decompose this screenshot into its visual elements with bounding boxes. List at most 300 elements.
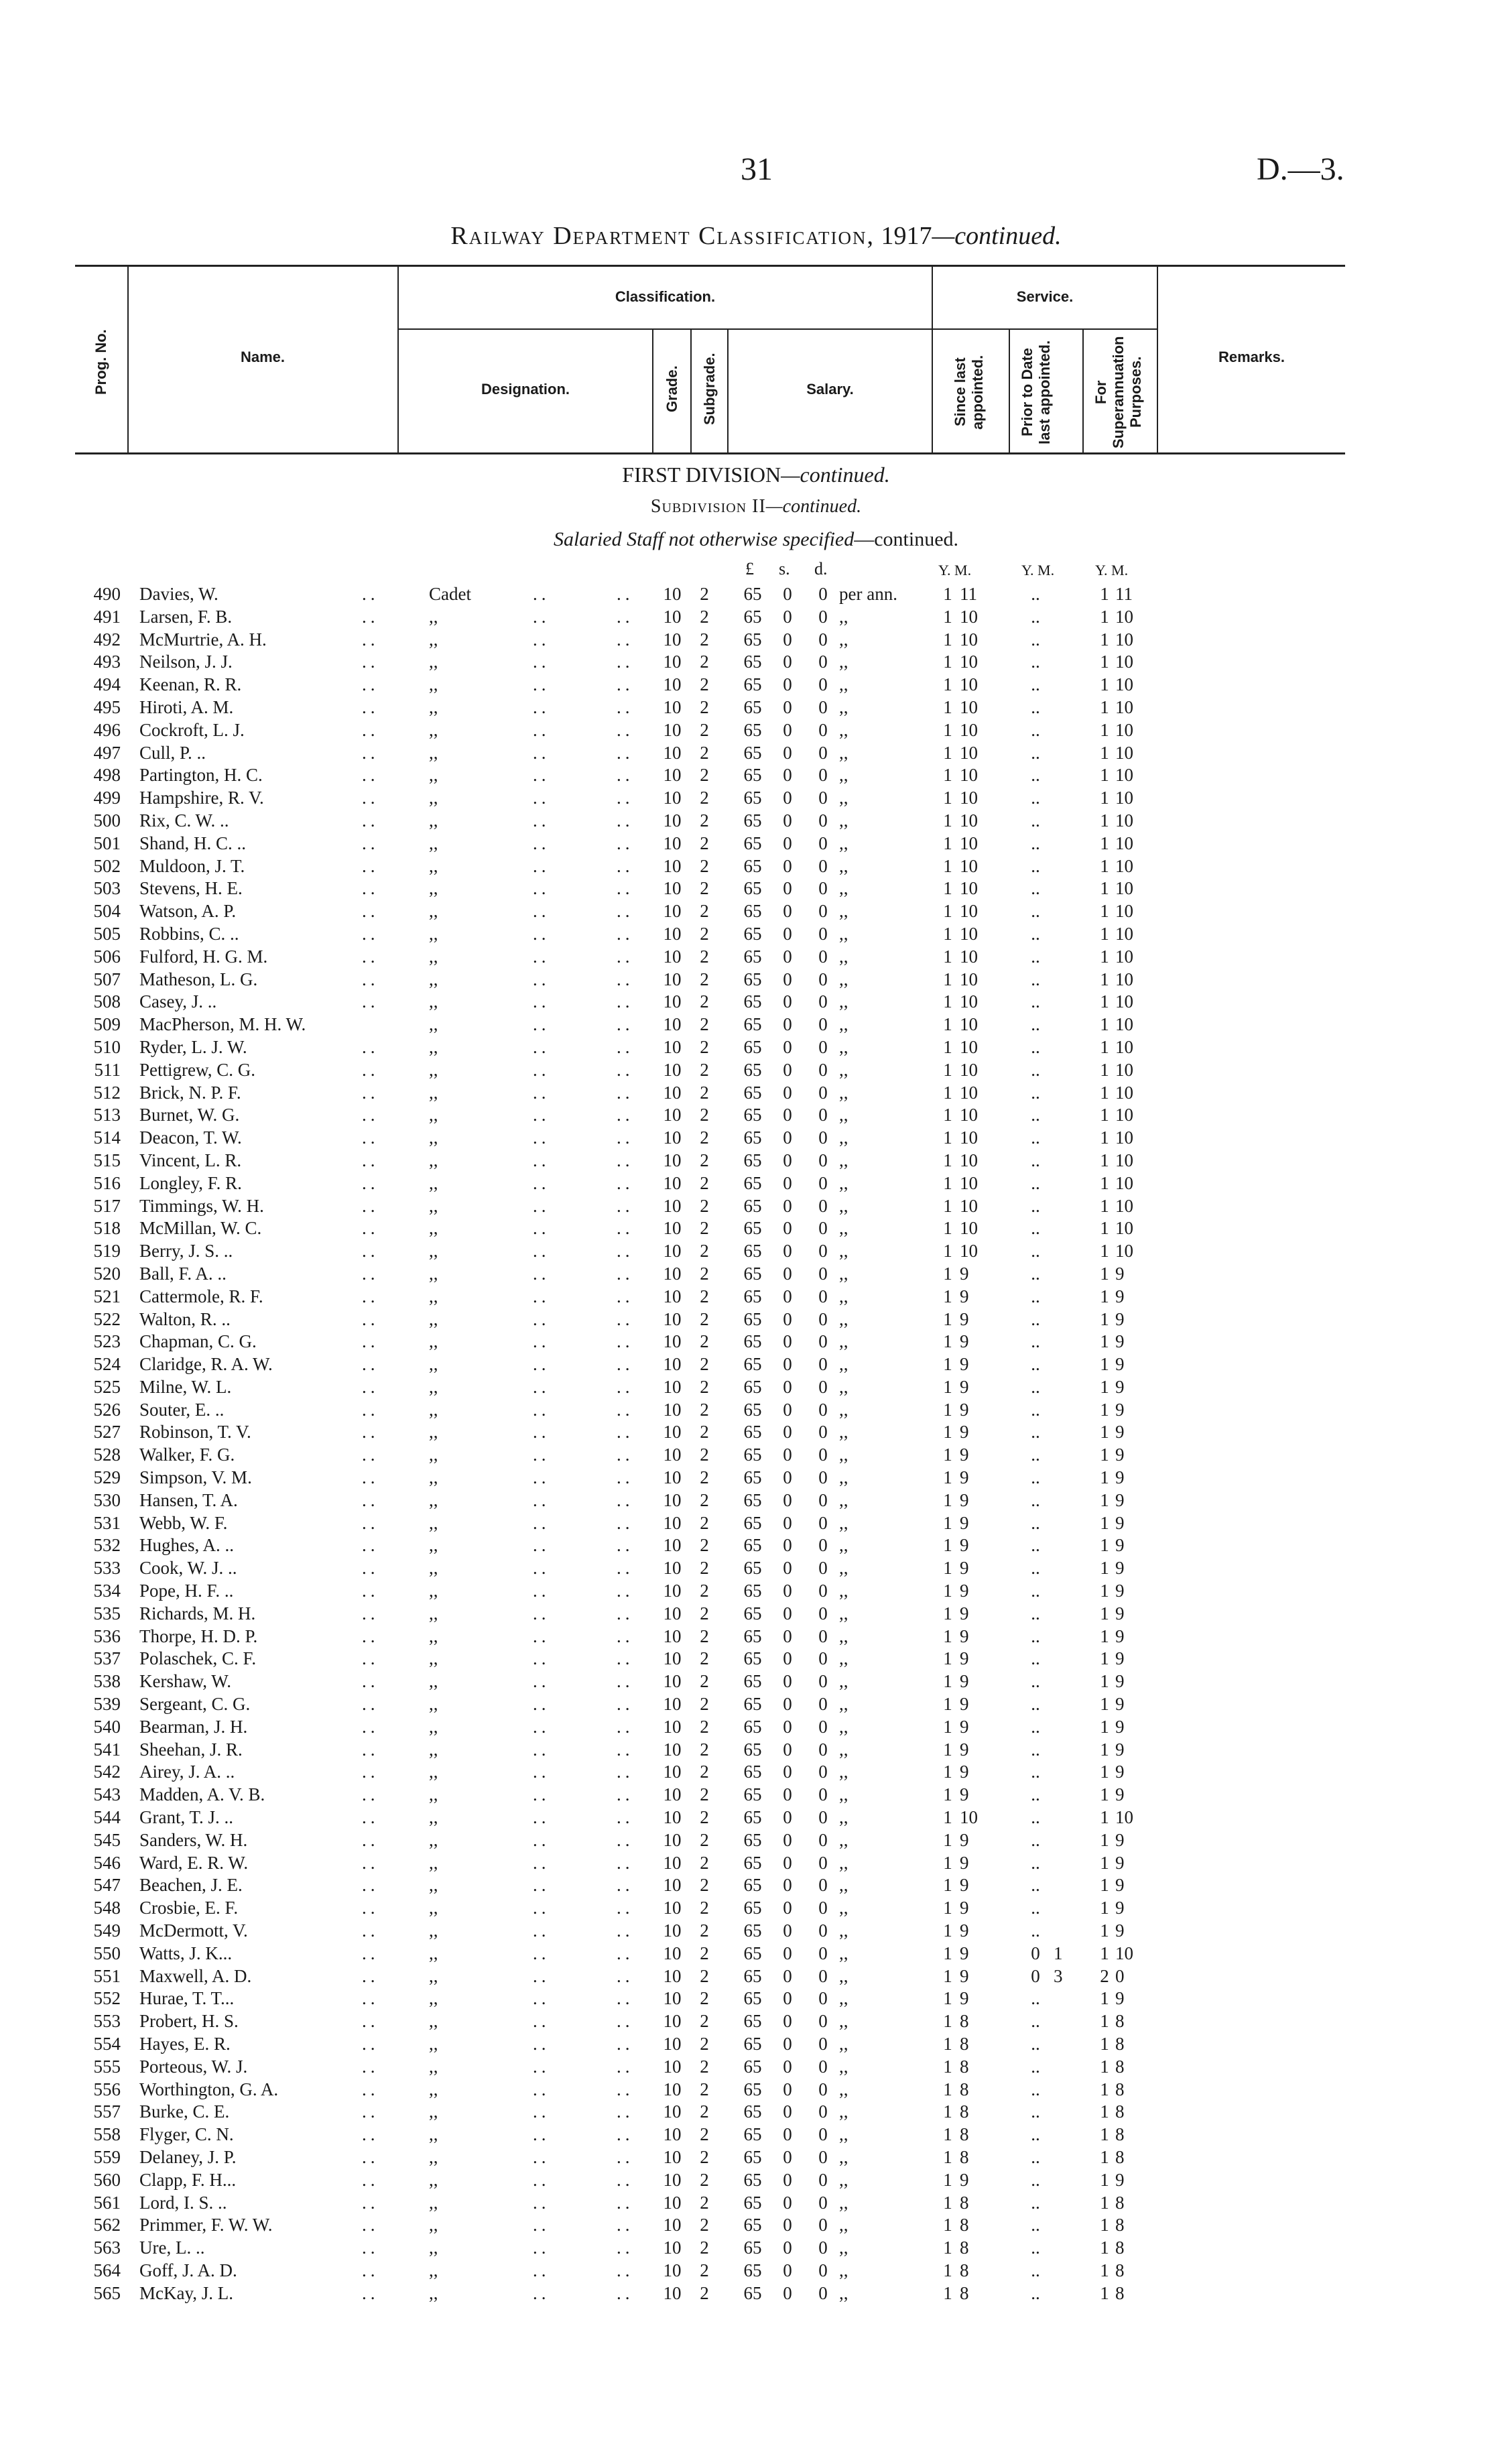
- prior-years-cell: ..: [1031, 1648, 1040, 1669]
- prior-years-cell: ..: [1031, 2237, 1040, 2258]
- leader-dots: ..: [362, 1535, 379, 1556]
- designation-cell: ,,: [429, 696, 438, 717]
- leader-dots: ..: [362, 946, 379, 967]
- prog-no-cell: 508: [93, 991, 121, 1012]
- salary-pounds-cell: 65: [743, 719, 762, 740]
- leader-dots: ..: [617, 1784, 634, 1805]
- table-row: [0, 2192, 1512, 2215]
- prior-years-cell: ..: [1031, 1218, 1040, 1239]
- leader-dots: ..: [362, 1716, 379, 1737]
- since-last-years-cell: 1: [943, 1943, 952, 1963]
- page-number: 31: [741, 151, 773, 187]
- prior-years-cell: ..: [1031, 2101, 1040, 2122]
- leader-dots: ..: [362, 1308, 379, 1329]
- grade-cell: 10: [663, 1308, 682, 1329]
- leader-dots: ..: [533, 946, 550, 967]
- grade-cell: 10: [663, 1625, 682, 1646]
- leader-dots: ..: [533, 2056, 550, 2077]
- salary-shillings-cell: 0: [783, 788, 792, 808]
- grade-cell: 10: [663, 1762, 682, 1782]
- salary-pence-cell: 0: [818, 1399, 828, 1420]
- since-last-months-cell: 10: [960, 855, 978, 876]
- superannuation-years-cell: 1: [1100, 1988, 1109, 2009]
- leader-dots: ..: [617, 765, 634, 786]
- prog-no-cell: 537: [93, 1648, 121, 1669]
- salary-pence-cell: 0: [818, 2146, 828, 2167]
- leader-dots: ..: [617, 1852, 634, 1873]
- table-row: [0, 1670, 1512, 1693]
- subgrade-cell: 2: [700, 1920, 709, 1941]
- salary-pence-cell: 0: [818, 1716, 828, 1737]
- since-last-months-cell: 8: [960, 2056, 969, 2077]
- since-last-months-cell: 10: [960, 674, 978, 695]
- salary-pence-cell: 0: [818, 1331, 828, 1352]
- since-last-years-cell: 1: [943, 1762, 952, 1782]
- table-row: [0, 1580, 1512, 1603]
- prior-years-cell: ..: [1031, 1263, 1040, 1284]
- superannuation-years-cell: 1: [1100, 765, 1109, 786]
- since-last-years-cell: 1: [943, 1263, 952, 1284]
- prog-no-cell: 540: [93, 1716, 121, 1737]
- subgrade-cell: 2: [700, 901, 709, 922]
- salary-period-cell: ,,: [839, 810, 848, 831]
- document-code: D.—3.: [1257, 151, 1344, 187]
- table-row: [0, 696, 1512, 719]
- grade-cell: 10: [663, 901, 682, 922]
- designation-cell: ,,: [429, 2146, 438, 2167]
- prior-years-cell: ..: [1031, 1286, 1040, 1306]
- prog-no-cell: 532: [93, 1535, 121, 1556]
- prog-no-cell: 558: [93, 2124, 121, 2145]
- subgrade-cell: 2: [700, 629, 709, 650]
- since-last-months-cell: 9: [960, 1445, 969, 1465]
- name-cell: Madden, A. V. B.: [139, 1784, 265, 1805]
- prior-years-cell: ..: [1031, 1150, 1040, 1170]
- subgrade-header: Subgrade.: [701, 353, 718, 425]
- since-last-months-cell: 9: [960, 1988, 969, 2009]
- salary-period-cell: ,,: [839, 1467, 848, 1488]
- salary-period-cell: ,,: [839, 1875, 848, 1896]
- name-cell: McMurtrie, A. H.: [139, 629, 267, 650]
- subgrade-cell: 2: [700, 1263, 709, 1284]
- salary-shillings-cell: 0: [783, 1331, 792, 1352]
- name-cell: Maxwell, A. D.: [139, 1965, 252, 1986]
- since-last-months-cell: 9: [960, 1648, 969, 1669]
- name-cell: Berry, J. S. ..: [139, 1241, 233, 1262]
- superannuation-years-cell: 1: [1100, 1059, 1109, 1080]
- subgrade-cell: 2: [700, 1308, 709, 1329]
- leader-dots: ..: [362, 1241, 379, 1262]
- prior-years-cell: ..: [1031, 901, 1040, 922]
- prog-no-cell: 504: [93, 901, 121, 922]
- prog-no-cell: 552: [93, 1988, 121, 2009]
- title-year: 1917: [881, 222, 932, 250]
- designation-cell: ,,: [429, 674, 438, 695]
- designation-cell: ,,: [429, 1172, 438, 1193]
- name-cell: McKay, J. L.: [139, 2282, 233, 2303]
- superannuation-years-cell: 1: [1100, 1445, 1109, 1465]
- prior-years-cell: ..: [1031, 584, 1040, 604]
- salary-pounds-cell: 65: [743, 1581, 762, 1601]
- salary-period-cell: ,,: [839, 2237, 848, 2258]
- leader-dots: ..: [617, 1376, 634, 1397]
- prior-years-cell: ..: [1031, 1127, 1040, 1148]
- prog-no-cell: 550: [93, 1943, 121, 1963]
- designation-cell: ,,: [429, 1036, 438, 1057]
- table-row: [0, 1784, 1512, 1806]
- designation-cell: ,,: [429, 923, 438, 944]
- name-cell: Deacon, T. W.: [139, 1127, 242, 1148]
- shilling-label: s.: [779, 559, 790, 578]
- salary-pounds-cell: 65: [743, 1875, 762, 1896]
- prior-years-cell: ..: [1031, 2260, 1040, 2280]
- leader-dots: ..: [617, 1920, 634, 1941]
- salary-pounds-cell: 65: [743, 742, 762, 763]
- grade-cell: 10: [663, 1467, 682, 1488]
- salary-shillings-cell: 0: [783, 742, 792, 763]
- since-last-years-cell: 1: [943, 719, 952, 740]
- superannuation-months-cell: 8: [1115, 2124, 1125, 2145]
- salary-pounds-cell: 65: [743, 1467, 762, 1488]
- since-last-months-cell: 9: [960, 1354, 969, 1375]
- table-row: [0, 2237, 1512, 2260]
- prog-no-cell: 524: [93, 1354, 121, 1375]
- name-cell: Matheson, L. G.: [139, 969, 258, 989]
- leader-dots: ..: [617, 1241, 634, 1262]
- designation-cell: ,,: [429, 1105, 438, 1125]
- prog-no-cell: 559: [93, 2146, 121, 2167]
- grade-cell: 10: [663, 1218, 682, 1239]
- salary-period-cell: ,,: [839, 1784, 848, 1805]
- superannuation-years-cell: 1: [1100, 1829, 1109, 1850]
- superannuation-months-cell: 8: [1115, 2101, 1125, 2122]
- name-cell: Worthington, G. A.: [139, 2079, 279, 2099]
- leader-dots: ..: [617, 1625, 634, 1646]
- prog-no-cell: 549: [93, 1920, 121, 1941]
- since-last-months-cell: 9: [960, 1943, 969, 1963]
- subgrade-cell: 2: [700, 855, 709, 876]
- designation-cell: ,,: [429, 855, 438, 876]
- superannuation-years-cell: 1: [1100, 1512, 1109, 1533]
- grade-cell: 10: [663, 1965, 682, 1986]
- designation-cell: ,,: [429, 1807, 438, 1828]
- since-last-months-cell: 9: [960, 1875, 969, 1896]
- grade-cell: 10: [663, 1150, 682, 1170]
- salary-period-cell: ,,: [839, 1829, 848, 1850]
- table-row: [0, 1399, 1512, 1422]
- grade-cell: 10: [663, 1512, 682, 1533]
- leader-dots: ..: [533, 1852, 550, 1873]
- salary-pence-cell: 0: [818, 1127, 828, 1148]
- salary-period-cell: ,,: [839, 1036, 848, 1057]
- superannuation-years-cell: 1: [1100, 991, 1109, 1012]
- salary-pounds-cell: 65: [743, 652, 762, 672]
- subgrade-cell: 2: [700, 1739, 709, 1760]
- superannuation-months-cell: 9: [1115, 1263, 1125, 1284]
- superannuation-months-cell: 10: [1115, 629, 1133, 650]
- leader-dots: ..: [533, 1625, 550, 1646]
- prog-no-cell: 538: [93, 1671, 121, 1692]
- subgrade-cell: 2: [700, 2146, 709, 2167]
- leader-dots: ..: [533, 1422, 550, 1443]
- table-row: [0, 923, 1512, 946]
- salary-shillings-cell: 0: [783, 833, 792, 853]
- leader-dots: ..: [362, 991, 379, 1012]
- leader-dots: ..: [617, 2079, 634, 2099]
- salary-pounds-cell: 65: [743, 1739, 762, 1760]
- salary-pounds-cell: 65: [743, 1331, 762, 1352]
- subgrade-cell: 2: [700, 742, 709, 763]
- salary-shillings-cell: 0: [783, 1172, 792, 1193]
- name-cell: Brick, N. P. F.: [139, 1082, 241, 1103]
- since-last-months-cell: 8: [960, 2034, 969, 2054]
- prog-no-cell: 554: [93, 2034, 121, 2054]
- subgrade-cell: 2: [700, 878, 709, 899]
- since-last-months-cell: 9: [960, 1308, 969, 1329]
- since-last-years-cell: 1: [943, 1445, 952, 1465]
- table-row: [0, 1693, 1512, 1716]
- leader-dots: ..: [362, 1581, 379, 1601]
- leader-dots: ..: [362, 2169, 379, 2190]
- leader-dots: ..: [533, 696, 550, 717]
- designation-cell: ,,: [429, 946, 438, 967]
- prog-no-cell: 560: [93, 2169, 121, 2190]
- name-cell: Sergeant, C. G.: [139, 1694, 251, 1715]
- prior-years-cell: ..: [1031, 696, 1040, 717]
- salary-pence-cell: 0: [818, 719, 828, 740]
- leader-dots: ..: [533, 855, 550, 876]
- salary-period-cell: ,,: [839, 1195, 848, 1216]
- table-row: [0, 1943, 1512, 1965]
- superannuation-months-cell: 10: [1115, 833, 1133, 853]
- leader-dots: ..: [533, 652, 550, 672]
- leader-dots: ..: [617, 2101, 634, 2122]
- grade-cell: 10: [663, 1445, 682, 1465]
- designation-cell: ,,: [429, 1875, 438, 1896]
- name-cell: Watts, J. K...: [139, 1943, 233, 1963]
- since-last-months-cell: 10: [960, 1172, 978, 1193]
- leader-dots: ..: [617, 2282, 634, 2303]
- leader-dots: ..: [362, 1694, 379, 1715]
- table-row: [0, 1739, 1512, 1762]
- leader-dots: ..: [362, 901, 379, 922]
- leader-dots: ..: [617, 788, 634, 808]
- leader-dots: ..: [533, 1535, 550, 1556]
- subdivision-title: Subdivision II: [650, 496, 766, 517]
- leader-dots: ..: [533, 1603, 550, 1623]
- table-row: [0, 1421, 1512, 1444]
- prog-no-cell: 497: [93, 742, 121, 763]
- salary-pounds-cell: 65: [743, 1943, 762, 1963]
- leader-dots: ..: [617, 652, 634, 672]
- designation-cell: ,,: [429, 1014, 438, 1035]
- grade-cell: 10: [663, 1943, 682, 1963]
- grade-cell: 10: [663, 1875, 682, 1896]
- designation-cell: ,,: [429, 991, 438, 1012]
- salary-period-cell: ,,: [839, 833, 848, 853]
- superannuation-years-cell: 1: [1100, 1376, 1109, 1397]
- leader-dots: ..: [362, 1875, 379, 1896]
- since-last-months-cell: 10: [960, 652, 978, 672]
- grade-cell: 10: [663, 1082, 682, 1103]
- salary-shillings-cell: 0: [783, 855, 792, 876]
- name-cell: Airey, J. A. ..: [139, 1762, 235, 1782]
- salary-period-cell: ,,: [839, 742, 848, 763]
- leader-dots: ..: [617, 1694, 634, 1715]
- division-suffix: —continued.: [781, 463, 890, 487]
- name-cell: Vincent, L. R.: [139, 1150, 242, 1170]
- salary-pence-cell: 0: [818, 1807, 828, 1828]
- table-row: [0, 833, 1512, 855]
- prog-no-cell: 520: [93, 1263, 121, 1284]
- name-cell: Grant, T. J. ..: [139, 1807, 233, 1828]
- leader-dots: ..: [533, 742, 550, 763]
- grade-cell: 10: [663, 1739, 682, 1760]
- prog-no-cell: 495: [93, 696, 121, 717]
- salary-period-cell: ,,: [839, 719, 848, 740]
- salary-period-cell: ,,: [839, 2011, 848, 2032]
- subgrade-cell: 2: [700, 1059, 709, 1080]
- salary-shillings-cell: 0: [783, 1059, 792, 1080]
- name-cell: Timmings, W. H.: [139, 1195, 264, 1216]
- superannuation-years-cell: 1: [1100, 1716, 1109, 1737]
- subgrade-cell: 2: [700, 1105, 709, 1125]
- since-last-years-cell: 1: [943, 674, 952, 695]
- prog-no-cell: 536: [93, 1625, 121, 1646]
- subgrade-cell: 2: [700, 991, 709, 1012]
- prog-no-header: Prog. No.: [92, 329, 109, 395]
- superannuation-months-cell: 10: [1115, 696, 1133, 717]
- since-last-years-cell: 1: [943, 1467, 952, 1488]
- superannuation-years-cell: 1: [1100, 2215, 1109, 2235]
- salary-pounds-cell: 65: [743, 1014, 762, 1035]
- superannuation-years-cell: 1: [1100, 2011, 1109, 2032]
- salary-pounds-cell: 65: [743, 1671, 762, 1692]
- leader-dots: ..: [533, 1105, 550, 1125]
- leader-dots: ..: [533, 1218, 550, 1239]
- salary-pence-cell: 0: [818, 1489, 828, 1510]
- salary-shillings-cell: 0: [783, 719, 792, 740]
- designation-cell: ,,: [429, 1648, 438, 1669]
- superannuation-ym-label: Y. M.: [1095, 562, 1129, 578]
- leader-dots: ..: [533, 1762, 550, 1782]
- since-last-months-cell: 9: [960, 1829, 969, 1850]
- salary-pounds-cell: 65: [743, 2282, 762, 2303]
- salary-shillings-cell: 0: [783, 1354, 792, 1375]
- name-cell: Cockroft, L. J.: [139, 719, 245, 740]
- subgrade-cell: 2: [700, 1014, 709, 1035]
- salary-pence-cell: 0: [818, 1920, 828, 1941]
- superannuation-years-cell: 1: [1100, 2260, 1109, 2280]
- name-cell: Delaney, J. P.: [139, 2146, 237, 2167]
- salary-pence-cell: 0: [818, 2101, 828, 2122]
- prog-no-cell: 514: [93, 1127, 121, 1148]
- leader-dots: ..: [533, 2260, 550, 2280]
- superannuation-months-cell: 10: [1115, 652, 1133, 672]
- superannuation-years-cell: 1: [1100, 1898, 1109, 1918]
- salary-period-cell: ,,: [839, 1445, 848, 1465]
- since-last-months-cell: 9: [960, 1852, 969, 1873]
- table-row: [0, 2169, 1512, 2192]
- leader-dots: ..: [362, 674, 379, 695]
- superannuation-months-cell: 9: [1115, 1535, 1125, 1556]
- prog-no-cell: 564: [93, 2260, 121, 2280]
- salary-pence-cell: 0: [818, 584, 828, 604]
- table-row: [0, 719, 1512, 742]
- prior-years-cell: ..: [1031, 1467, 1040, 1488]
- grade-cell: 10: [663, 2124, 682, 2145]
- since-last-years-cell: 1: [943, 1422, 952, 1443]
- designation-cell: ,,: [429, 1241, 438, 1262]
- prior-years-cell: ..: [1031, 1920, 1040, 1941]
- name-cell: Davies, W.: [139, 584, 218, 604]
- leader-dots: ..: [617, 1739, 634, 1760]
- since-last-years-cell: 1: [943, 1354, 952, 1375]
- table-row: [0, 1603, 1512, 1625]
- grade-cell: 10: [663, 2079, 682, 2099]
- prior-years-cell: ..: [1031, 1172, 1040, 1193]
- leader-dots: ..: [533, 1671, 550, 1692]
- grade-cell: 10: [663, 696, 682, 717]
- prog-no-cell: 496: [93, 719, 121, 740]
- table-row: [0, 1036, 1512, 1059]
- subgrade-cell: 2: [700, 584, 709, 604]
- since-last-years-cell: 1: [943, 1603, 952, 1623]
- leader-dots: ..: [533, 2124, 550, 2145]
- subgrade-cell: 2: [700, 2011, 709, 2032]
- prog-no-cell: 501: [93, 833, 121, 853]
- table-row: [0, 1512, 1512, 1535]
- prior-years-cell: ..: [1031, 1671, 1040, 1692]
- salary-period-cell: ,,: [839, 1331, 848, 1352]
- since-last-years-cell: 1: [943, 1988, 952, 2009]
- superannuation-years-cell: 1: [1100, 1127, 1109, 1148]
- leader-dots: ..: [362, 742, 379, 763]
- leader-dots: ..: [362, 969, 379, 989]
- salary-pence-cell: 0: [818, 1172, 828, 1193]
- leader-dots: ..: [617, 833, 634, 853]
- table-row: [0, 674, 1512, 696]
- grade-cell: 10: [663, 1807, 682, 1828]
- grade-cell: 10: [663, 1988, 682, 2009]
- leader-dots: ..: [617, 1082, 634, 1103]
- designation-cell: ,,: [429, 1694, 438, 1715]
- since-last-months-cell: 10: [960, 969, 978, 989]
- since-last-months-cell: 8: [960, 2215, 969, 2235]
- leader-dots: ..: [362, 1603, 379, 1623]
- name-cell: Hansen, T. A.: [139, 1489, 238, 1510]
- subgrade-cell: 2: [700, 2169, 709, 2190]
- superannuation-months-cell: 10: [1115, 674, 1133, 695]
- since-last-months-cell: 9: [960, 1784, 969, 1805]
- since-last-years-cell: 1: [943, 1014, 952, 1035]
- superannuation-months-cell: 10: [1115, 923, 1133, 944]
- since-last-years-cell: 1: [943, 1965, 952, 1986]
- subgrade-cell: 2: [700, 1535, 709, 1556]
- leader-dots: ..: [617, 946, 634, 967]
- prog-no-cell: 515: [93, 1150, 121, 1170]
- salary-period-cell: ,,: [839, 1354, 848, 1375]
- leader-dots: ..: [533, 1445, 550, 1465]
- salary-pounds-cell: 65: [743, 1625, 762, 1646]
- since-last-months-cell: 9: [960, 1558, 969, 1579]
- superannuation-years-cell: 1: [1100, 878, 1109, 899]
- prog-no-cell: 500: [93, 810, 121, 831]
- subgrade-cell: 2: [700, 1376, 709, 1397]
- salary-pence-cell: 0: [818, 1036, 828, 1057]
- grade-cell: 10: [663, 855, 682, 876]
- since-last-years-cell: 1: [943, 1784, 952, 1805]
